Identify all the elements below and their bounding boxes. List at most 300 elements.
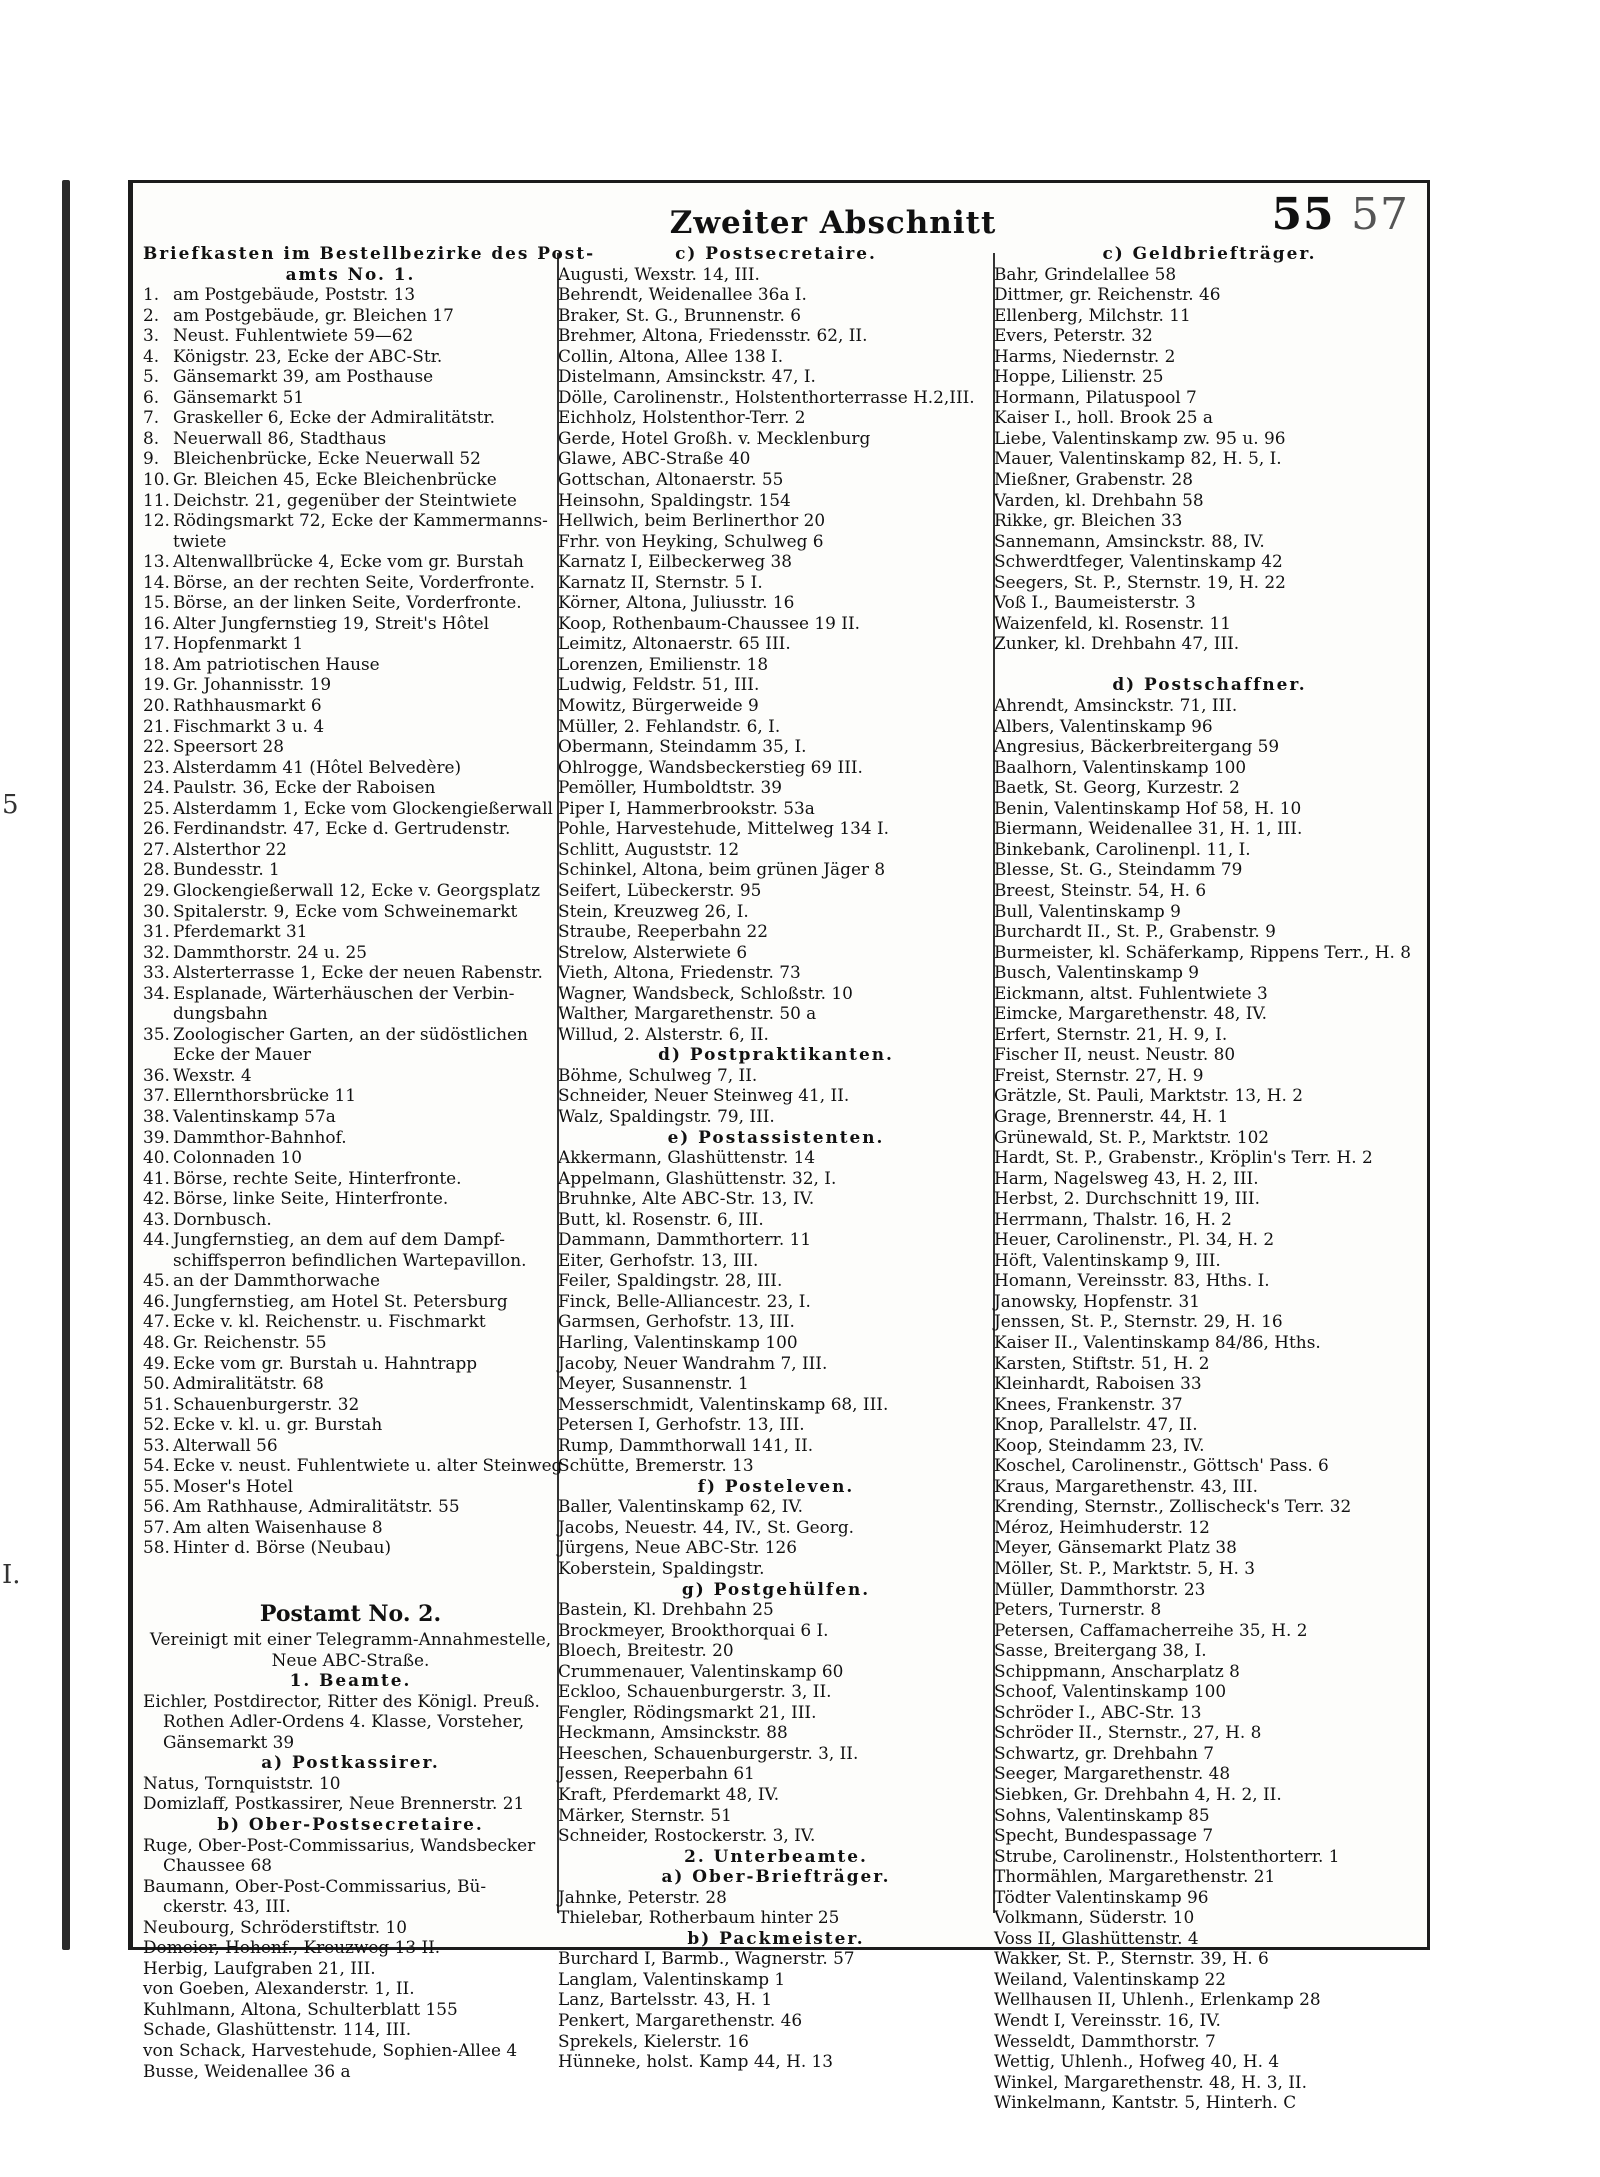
item-text: Wexstr. 4 bbox=[173, 1064, 252, 1085]
person-entry: Schippmann, Anscharplatz 8 bbox=[994, 1660, 1240, 1681]
person-entry: Schröder I., ABC-Str. 13 bbox=[994, 1701, 1202, 1722]
item-text: Zoologischer Garten, an der südöstlichen bbox=[173, 1023, 528, 1044]
list-item bbox=[143, 674, 558, 695]
person-entry: Straube, Reeperbahn 22 bbox=[558, 921, 769, 942]
item-number: 33. bbox=[143, 962, 170, 983]
person-entry: Glawe, ABC-Straße 40 bbox=[558, 448, 751, 469]
person-entry: Breest, Steinstr. 54, H. 6 bbox=[994, 879, 1207, 900]
person-entry: Eckloo, Schauenburgerstr. 3, II. bbox=[558, 1681, 832, 1702]
person-entry: Behrendt, Weidenallee 36a I. bbox=[558, 284, 807, 305]
item-text: Rödingsmarkt 72, Ecke der Kammermanns- bbox=[173, 510, 548, 531]
person-entry: Voß I., Baumeisterstr. 3 bbox=[994, 592, 1196, 613]
scan-margin bbox=[0, 0, 70, 2177]
item-text-continuation: schiffsperron befindlichen Wartepavillon. bbox=[173, 1249, 527, 1270]
person-entry: Strelow, Alsterwiete 6 bbox=[558, 941, 748, 962]
list-item bbox=[143, 284, 558, 305]
person-entry: Koop, Steindamm 23, IV. bbox=[994, 1434, 1205, 1455]
item-number: 30. bbox=[143, 900, 170, 921]
person-entry: Sannemann, Amsinckstr. 88, IV. bbox=[994, 530, 1265, 551]
list-item bbox=[143, 1537, 558, 1558]
person-entry: Eimcke, Margarethenstr. 48, IV. bbox=[994, 1003, 1268, 1024]
list-item bbox=[143, 1394, 558, 1415]
person-entry: Sprekels, Kielerstr. 16 bbox=[558, 2030, 749, 2051]
list-item bbox=[143, 1435, 558, 1456]
person-entry: Dammann, Dammthorterr. 11 bbox=[558, 1229, 812, 1250]
person-entry: Homann, Vereinsstr. 83, Hths. I. bbox=[994, 1270, 1270, 1291]
list-item bbox=[143, 880, 558, 901]
person-entry: Seegers, St. P., Sternstr. 19, H. 22 bbox=[994, 571, 1286, 592]
list-item bbox=[143, 407, 558, 428]
person-entry: Baller, Valentinskamp 62, IV. bbox=[558, 1496, 803, 1517]
item-text: Moser's Hotel bbox=[173, 1475, 293, 1496]
person-entry: Karsten, Stiftstr. 51, H. 2 bbox=[994, 1352, 1210, 1373]
item-number: 12. bbox=[143, 510, 170, 531]
item-number: 7. bbox=[143, 407, 160, 428]
person-entry: Ruge, Ober-Post-Commissarius, Wandsbecker bbox=[143, 1834, 536, 1855]
person-entry: Rump, Dammthorwall 141, II. bbox=[558, 1434, 814, 1455]
person-entry: Bahr, Grindelallee 58 bbox=[994, 263, 1177, 284]
person-entry: Petersen I, Gerhofstr. 13, III. bbox=[558, 1414, 805, 1435]
list-item bbox=[143, 757, 558, 778]
person-entry: Freist, Sternstr. 27, H. 9 bbox=[994, 1064, 1204, 1085]
person-entry: Akkermann, Glashüttenstr. 14 bbox=[558, 1147, 816, 1168]
item-text: Am Rathhause, Admiralitätstr. 55 bbox=[173, 1496, 460, 1517]
item-number: 32. bbox=[143, 941, 170, 962]
page-number-value: 55 bbox=[1271, 189, 1335, 240]
item-text: Colonnaden 10 bbox=[173, 1147, 303, 1168]
list-item bbox=[143, 469, 558, 490]
item-number: 45. bbox=[143, 1270, 170, 1291]
item-text: Ecke vom gr. Burstah u. Hahntrapp bbox=[173, 1352, 478, 1373]
person-entry: Herbst, 2. Durchschnitt 19, III. bbox=[994, 1188, 1260, 1209]
document-page bbox=[128, 180, 1430, 2113]
item-number: 57. bbox=[143, 1516, 170, 1537]
person-entry: Blesse, St. G., Steindamm 79 bbox=[994, 859, 1243, 880]
item-text-continuation: Ecke der Mauer bbox=[173, 1044, 311, 1065]
item-text: Alter Jungfernstieg 19, Streit's Hôtel bbox=[173, 612, 490, 633]
person-entry: Burchard I, Barmb., Wagnerstr. 57 bbox=[558, 1948, 855, 1969]
item-text: Bleichenbrücke, Ecke Neuerwall 52 bbox=[173, 448, 481, 469]
person-entry: Schneider, Rostockerstr. 3, IV. bbox=[558, 1825, 816, 1846]
person-entry: Kuhlmann, Altona, Schulterblatt 155 bbox=[143, 1998, 458, 2019]
postamt-address: Neue ABC-Straße. bbox=[271, 1649, 430, 1670]
person-entry: Garmsen, Gerhofstr. 13, III. bbox=[558, 1311, 795, 1332]
person-entry: Karnatz II, Sternstr. 5 I. bbox=[558, 571, 763, 592]
person-entry: Dittmer, gr. Reichenstr. 46 bbox=[994, 284, 1221, 305]
item-text: Bundesstr. 1 bbox=[173, 859, 280, 880]
item-number: 44. bbox=[143, 1229, 170, 1250]
person-entry: Penkert, Margarethenstr. 46 bbox=[558, 2010, 803, 2031]
item-number: 56. bbox=[143, 1496, 170, 1517]
person-entry: Fengler, Rödingsmarkt 21, III. bbox=[558, 1701, 817, 1722]
list-item bbox=[143, 1168, 558, 1189]
item-text: Börse, linke Seite, Hinterfronte. bbox=[173, 1188, 449, 1209]
list-item bbox=[143, 613, 558, 634]
person-entry: Höft, Valentinskamp 9, III. bbox=[994, 1249, 1221, 1270]
list-item bbox=[143, 777, 558, 798]
item-number: 31. bbox=[143, 921, 170, 942]
person-entry: Kaiser II., Valentinskamp 84/86, Hths. bbox=[994, 1331, 1321, 1352]
person-entry: Janowsky, Hopfenstr. 31 bbox=[994, 1290, 1201, 1311]
person-entry: Koberstein, Spaldingstr. bbox=[558, 1558, 765, 1578]
person-entry: Wesseldt, Dammthorstr. 7 bbox=[994, 2030, 1216, 2051]
item-number: 16. bbox=[143, 612, 170, 633]
person-entry: Ahrendt, Amsinckstr. 71, III. bbox=[994, 695, 1238, 716]
person-entry: Méroz, Heimhuderstr. 12 bbox=[994, 1516, 1210, 1537]
person-entry: Gerde, Hotel Großh. v. Mecklenburg bbox=[558, 427, 871, 448]
item-number: 17. bbox=[143, 633, 170, 654]
item-text: Börse, an der rechten Seite, Vorderfronte. bbox=[173, 571, 535, 592]
section-heading: a) Postkassirer. bbox=[261, 1752, 440, 1773]
person-entry: Brehmer, Altona, Friedensstr. 62, II. bbox=[558, 325, 868, 346]
postamt-title: Postamt No. 2. bbox=[259, 1601, 442, 1628]
list-item bbox=[143, 901, 558, 922]
section-title: Zweiter Abschnitt bbox=[669, 205, 997, 241]
list-item bbox=[143, 1476, 558, 1497]
item-text: Alsterthor 22 bbox=[173, 838, 287, 859]
item-number: 39. bbox=[143, 1126, 170, 1147]
section-heading: c) Geldbriefträger. bbox=[1102, 243, 1317, 263]
item-number: 21. bbox=[143, 715, 170, 736]
item-text: an der Dammthorwache bbox=[173, 1270, 380, 1291]
person-entry: Karnatz I, Eilbeckerweg 38 bbox=[558, 551, 793, 572]
section-heading: g) Postgehülfen. bbox=[681, 1578, 871, 1599]
list-item bbox=[143, 1353, 558, 1374]
item-text: Deichstr. 21, gegenüber der Steintwiete bbox=[173, 489, 517, 510]
item-text: Ecke v. kl. u. gr. Burstah bbox=[173, 1414, 383, 1435]
item-text: Am alten Waisenhause 8 bbox=[173, 1516, 383, 1537]
item-number: 14. bbox=[143, 571, 170, 592]
item-text: Hinter d. Börse (Neubau) bbox=[173, 1537, 392, 1558]
person-entry: Burchardt II., St. P., Grabenstr. 9 bbox=[994, 921, 1276, 942]
person-entry: Hellwich, beim Berlinerthor 20 bbox=[558, 510, 826, 531]
list-item bbox=[143, 859, 558, 880]
item-number: 29. bbox=[143, 879, 170, 900]
person-entry: Fischer II, neust. Neustr. 80 bbox=[994, 1044, 1236, 1065]
list-item bbox=[143, 1106, 558, 1127]
person-entry: Schwartz, gr. Drehbahn 7 bbox=[994, 1742, 1214, 1763]
item-number: 52. bbox=[143, 1414, 170, 1435]
item-number: 24. bbox=[143, 777, 170, 798]
item-number: 9. bbox=[143, 448, 160, 469]
person-entry: Domizlaff, Postkassirer, Neue Brennerstr. 21 bbox=[143, 1793, 525, 1814]
person-entry: Wakker, St. P., Sternstr. 39, H. 6 bbox=[994, 1948, 1269, 1969]
person-entry: Meyer, Gänsemarkt Platz 38 bbox=[994, 1537, 1237, 1558]
item-number: 23. bbox=[143, 756, 170, 777]
person-entry: Binkebank, Carolinenpl. 11, I. bbox=[994, 838, 1251, 859]
person-entry: von Schack, Harvestehude, Sophien-Allee 4 bbox=[143, 2040, 518, 2061]
item-text: Gänsemarkt 51 bbox=[173, 386, 305, 407]
person-entry: ckerstr. 43, III. bbox=[163, 1896, 291, 1917]
person-entry: Appelmann, Glashüttenstr. 32, I. bbox=[558, 1167, 837, 1188]
section-heading: a) Ober-Briefträger. bbox=[661, 1866, 891, 1887]
person-entry: Specht, Bundespassage 7 bbox=[994, 1825, 1214, 1846]
person-entry: Ellenberg, Milchstr. 11 bbox=[994, 304, 1191, 325]
item-text: Speersort 28 bbox=[173, 736, 285, 757]
person-entry: Harm, Nagelsweg 43, H. 2, III. bbox=[994, 1167, 1259, 1188]
person-entry: Voss II, Glashüttenstr. 4 bbox=[994, 1927, 1199, 1948]
person-entry: Augusti, Wexstr. 14, III. bbox=[558, 263, 760, 284]
list-item bbox=[143, 1024, 558, 1045]
item-number: 25. bbox=[143, 797, 170, 818]
item-number: 6. bbox=[143, 386, 160, 407]
person-entry: Zunker, kl. Drehbahn 47, III. bbox=[994, 633, 1240, 654]
director-entry: Eichler, Postdirector, Ritter des Königl. Preuß. bbox=[143, 1690, 540, 1711]
person-entry: Möller, St. P., Marktstr. 5, H. 3 bbox=[994, 1558, 1255, 1578]
item-text: Gänsemarkt 39, am Posthause bbox=[173, 366, 434, 387]
person-entry: Thormählen, Margarethenstr. 21 bbox=[994, 1866, 1276, 1887]
person-entry: Seifert, Lübeckerstr. 95 bbox=[558, 879, 762, 900]
item-number: 49. bbox=[143, 1352, 170, 1373]
person-entry: Burmeister, kl. Schäferkamp, Rippens Terr., H. 8 bbox=[994, 941, 1411, 962]
item-number: 50. bbox=[143, 1373, 170, 1394]
item-text: Glockengießerwall 12, Ecke v. Georgsplatz bbox=[173, 879, 540, 900]
person-entry: Jacobs, Neuestr. 44, IV., St. Georg. bbox=[558, 1516, 855, 1537]
person-entry: Erfert, Sternstr. 21, H. 9, I. bbox=[994, 1023, 1228, 1044]
person-entry: Feiler, Spaldingstr. 28, III. bbox=[558, 1270, 783, 1291]
item-number: 3. bbox=[143, 325, 160, 346]
person-entry: Märker, Sternstr. 51 bbox=[558, 1804, 732, 1825]
list-item bbox=[143, 962, 558, 983]
person-entry: Körner, Altona, Juliusstr. 16 bbox=[558, 592, 795, 613]
person-entry: Dölle, Carolinenstr., Holstenthorterrasse H.2,III. bbox=[558, 386, 975, 407]
item-number: 28. bbox=[143, 859, 170, 880]
person-entry: Busch, Valentinskamp 9 bbox=[994, 962, 1200, 983]
item-text: Am patriotischen Hause bbox=[173, 653, 380, 674]
person-entry: Koschel, Carolinenstr., Göttsch' Pass. 6 bbox=[994, 1455, 1329, 1476]
list-item bbox=[143, 1147, 558, 1168]
person-entry: Jenssen, St. P., Sternstr. 29, H. 16 bbox=[994, 1311, 1283, 1332]
item-number: 18. bbox=[143, 653, 170, 674]
person-entry: Peters, Turnerstr. 8 bbox=[994, 1599, 1162, 1620]
item-text: Esplanade, Wärterhäuschen der Verbin- bbox=[173, 982, 515, 1003]
item-number: 8. bbox=[143, 427, 160, 448]
item-number: 11. bbox=[143, 489, 170, 510]
person-entry: Harms, Niedernstr. 2 bbox=[994, 345, 1176, 366]
item-number: 51. bbox=[143, 1393, 170, 1414]
person-entry: Natus, Tornquiststr. 10 bbox=[143, 1772, 341, 1793]
item-number: 58. bbox=[143, 1537, 170, 1558]
item-text: Pferdemarkt 31 bbox=[173, 921, 308, 942]
item-text: Gr. Bleichen 45, Ecke Bleichenbrücke bbox=[173, 469, 497, 490]
list-item bbox=[143, 1517, 558, 1538]
item-number: 1. bbox=[143, 284, 160, 305]
person-entry: Varden, kl. Drehbahn 58 bbox=[994, 489, 1204, 510]
item-number: 35. bbox=[143, 1023, 170, 1044]
item-text: Ecke v. kl. Reichenstr. u. Fischmarkt bbox=[173, 1311, 486, 1332]
person-entry: Messerschmidt, Valentinskamp 68, III. bbox=[558, 1393, 889, 1414]
margin-mark: I. bbox=[2, 1560, 21, 1590]
person-entry: Lorenzen, Emilienstr. 18 bbox=[558, 653, 769, 674]
list-item bbox=[143, 448, 558, 469]
person-entry: Albers, Valentinskamp 96 bbox=[994, 715, 1213, 736]
person-entry: Wellhausen II, Uhlenh., Erlenkamp 28 bbox=[994, 1989, 1321, 2010]
person-entry: Eichholz, Holstenthor-Terr. 2 bbox=[558, 407, 806, 428]
person-entry: Knop, Parallelstr. 47, II. bbox=[994, 1414, 1198, 1435]
list-item bbox=[143, 695, 558, 716]
list-item bbox=[143, 1229, 558, 1250]
person-entry: Waizenfeld, kl. Rosenstr. 11 bbox=[994, 612, 1232, 633]
person-entry: Kleinhardt, Raboisen 33 bbox=[994, 1373, 1202, 1394]
item-number: 4. bbox=[143, 345, 160, 366]
person-entry: Liebe, Valentinskamp zw. 95 u. 96 bbox=[994, 427, 1286, 448]
person-entry: Mießner, Grabenstr. 28 bbox=[994, 469, 1194, 490]
item-number: 22. bbox=[143, 736, 170, 757]
item-number: 43. bbox=[143, 1208, 170, 1229]
section-heading: c) Postsecretaire. bbox=[675, 243, 877, 263]
item-text: Hopfenmarkt 1 bbox=[173, 633, 304, 654]
section-heading: b) Ober-Postsecretaire. bbox=[217, 1814, 484, 1835]
list-item bbox=[143, 551, 558, 572]
item-text: Dammthor-Bahnhof. bbox=[173, 1126, 347, 1147]
person-entry: Knees, Frankenstr. 37 bbox=[994, 1393, 1183, 1414]
person-entry: Willud, 2. Alsterstr. 6, II. bbox=[558, 1023, 769, 1044]
person-entry: Crummenauer, Valentinskamp 60 bbox=[558, 1660, 844, 1681]
person-entry: Gottschan, Altonaerstr. 55 bbox=[558, 469, 784, 490]
page-number bbox=[1271, 189, 1409, 240]
item-number: 10. bbox=[143, 469, 170, 490]
person-entry: Winkelmann, Kantstr. 5, Hinterh. C bbox=[994, 2092, 1297, 2113]
item-text: Dornbusch. bbox=[173, 1208, 272, 1229]
person-entry: Braker, St. G., Brunnenstr. 6 bbox=[558, 304, 801, 325]
person-entry: Herrmann, Thalstr. 16, H. 2 bbox=[994, 1208, 1232, 1229]
item-text: Neust. Fuhlentwiete 59—62 bbox=[173, 325, 414, 346]
person-entry: Meyer, Susannenstr. 1 bbox=[558, 1373, 749, 1394]
list-item bbox=[143, 1373, 558, 1394]
person-entry: Sohns, Valentinskamp 85 bbox=[994, 1804, 1210, 1825]
list-item bbox=[143, 490, 558, 511]
person-entry: Schlitt, Auguststr. 12 bbox=[558, 838, 740, 859]
list-item bbox=[143, 942, 558, 963]
list-item bbox=[143, 1496, 558, 1517]
director-entry: Gänsemarkt 39 bbox=[163, 1731, 295, 1752]
person-entry: Ludwig, Feldstr. 51, III. bbox=[558, 674, 760, 695]
person-entry: Stein, Kreuzweg 26, I. bbox=[558, 900, 749, 921]
person-entry: Schneider, Neuer Steinweg 41, II. bbox=[558, 1085, 850, 1106]
person-entry: Heeschen, Schauenburgerstr. 3, II. bbox=[558, 1742, 859, 1763]
list-item bbox=[143, 305, 558, 326]
item-text-continuation: twiete bbox=[173, 530, 227, 551]
item-text: Ferdinandstr. 47, Ecke d. Gertrudenstr. bbox=[173, 818, 511, 839]
person-entry: von Goeben, Alexanderstr. 1, II. bbox=[143, 1978, 415, 1999]
person-entry: Bastein, Kl. Drehbahn 25 bbox=[558, 1599, 774, 1620]
person-entry: Eickmann, altst. Fuhlentwiete 3 bbox=[994, 982, 1268, 1003]
person-entry: Kaiser I., holl. Brook 25 a bbox=[994, 407, 1213, 428]
person-entry: Eiter, Gerhofstr. 13, III. bbox=[558, 1249, 759, 1270]
spacer bbox=[143, 1558, 558, 1579]
person-entry: Evers, Peterstr. 32 bbox=[994, 325, 1153, 346]
person-entry: Ohlrogge, Wandsbeckerstieg 69 III. bbox=[558, 756, 863, 777]
person-entry: Siebken, Gr. Drehbahn 4, H. 2, II. bbox=[994, 1784, 1282, 1805]
person-entry: Sasse, Breitergang 38, I. bbox=[994, 1640, 1207, 1661]
list-item bbox=[143, 572, 558, 593]
person-entry: Krending, Sternstr., Zollischeck's Terr. 32 bbox=[994, 1496, 1352, 1517]
list-item bbox=[143, 983, 558, 1004]
column-1 bbox=[143, 243, 596, 2081]
item-number: 27. bbox=[143, 838, 170, 859]
person-entry: Jahnke, Peterstr. 28 bbox=[558, 1886, 727, 1907]
person-entry: Domeier, Hohenf., Kreuzweg 13 II. bbox=[143, 1937, 441, 1958]
item-number: 47. bbox=[143, 1311, 170, 1332]
list-item bbox=[143, 736, 558, 757]
person-entry: Finck, Belle-Alliancestr. 23, I. bbox=[558, 1290, 811, 1311]
item-text: am Postgebäude, Poststr. 13 bbox=[173, 284, 416, 305]
section-heading: d) Postpraktikanten. bbox=[658, 1044, 894, 1065]
director-entry: Rothen Adler-Ordens 4. Klasse, Vorsteher, bbox=[163, 1711, 525, 1732]
person-entry: Volkmann, Süderstr. 10 bbox=[994, 1907, 1195, 1928]
person-entry: Harling, Valentinskamp 100 bbox=[558, 1331, 798, 1352]
item-text: Alsterterrasse 1, Ecke der neuen Rabenstr. bbox=[173, 962, 543, 983]
item-text: Jungfernstieg, an dem auf dem Dampf- bbox=[173, 1229, 506, 1250]
person-entry: Baalhorn, Valentinskamp 100 bbox=[994, 756, 1247, 777]
person-entry: Schröder II., Sternstr., 27, H. 8 bbox=[994, 1722, 1262, 1743]
person-entry: Piper I, Hammerbrookstr. 53a bbox=[558, 797, 815, 818]
list-heading: Briefkasten im Bestellbezirke des Post- bbox=[143, 243, 596, 263]
person-entry: Wettig, Uhlenh., Hofweg 40, H. 4 bbox=[994, 2051, 1280, 2072]
person-entry: Grage, Brennerstr. 44, H. 1 bbox=[994, 1105, 1229, 1126]
person-entry: Rikke, gr. Bleichen 33 bbox=[994, 510, 1183, 531]
person-entry: Petersen, Caffamacherreihe 35, H. 2 bbox=[994, 1619, 1308, 1640]
person-entry: Mauer, Valentinskamp 82, H. 5, I. bbox=[994, 448, 1282, 469]
person-entry: Heckmann, Amsinckstr. 88 bbox=[558, 1722, 788, 1743]
section-heading: d) Postschaffner. bbox=[1112, 674, 1307, 695]
person-entry: Leimitz, Altonaerstr. 65 III. bbox=[558, 633, 791, 654]
person-entry: Tödter Valentinskamp 96 bbox=[994, 1886, 1209, 1907]
person-entry: Jacoby, Neuer Wandrahm 7, III. bbox=[558, 1352, 828, 1373]
list-item bbox=[143, 1188, 558, 1209]
item-number: 40. bbox=[143, 1147, 170, 1168]
list-item bbox=[143, 1085, 558, 1106]
section-heading: 1. Beamte. bbox=[289, 1670, 412, 1691]
item-text: Admiralitätstr. 68 bbox=[173, 1373, 324, 1394]
person-entry: Distelmann, Amsinckstr. 47, I. bbox=[558, 366, 816, 387]
section-heading: 2. Unterbeamte. bbox=[684, 1845, 868, 1866]
person-entry: Schwerdtfeger, Valentinskamp 42 bbox=[994, 551, 1283, 572]
list-item bbox=[143, 1311, 558, 1332]
list-item bbox=[143, 366, 558, 387]
item-text: Rathhausmarkt 6 bbox=[173, 695, 322, 716]
item-text: Alterwall 56 bbox=[173, 1434, 278, 1455]
item-text: Börse, an der linken Seite, Vorderfronte. bbox=[173, 592, 522, 613]
person-entry: Wendt I, Vereinsstr. 16, IV. bbox=[994, 2010, 1221, 2031]
item-text: am Postgebäude, gr. Bleichen 17 bbox=[173, 304, 454, 325]
person-entry: Walther, Margarethenstr. 50 a bbox=[558, 1003, 817, 1024]
person-entry: Pemöller, Humboldtstr. 39 bbox=[558, 777, 783, 798]
person-entry: Frhr. von Heyking, Schulweg 6 bbox=[558, 530, 824, 551]
list-item bbox=[143, 633, 558, 654]
list-item bbox=[143, 1270, 558, 1291]
person-entry: Schoof, Valentinskamp 100 bbox=[994, 1681, 1227, 1702]
person-entry: Thielebar, Rotherbaum hinter 25 bbox=[558, 1907, 840, 1928]
item-text: Jungfernstieg, am Hotel St. Petersburg bbox=[173, 1290, 508, 1311]
person-entry: Obermann, Steindamm 35, I. bbox=[558, 736, 807, 757]
person-entry: Grünewald, St. P., Marktstr. 102 bbox=[994, 1126, 1270, 1147]
person-entry: Hardt, St. P., Grabenstr., Kröplin's Terr. H. 2 bbox=[994, 1147, 1373, 1168]
item-text: Börse, rechte Seite, Hinterfronte. bbox=[173, 1167, 462, 1188]
item-number: 38. bbox=[143, 1105, 170, 1126]
list-item bbox=[143, 798, 558, 819]
list-item bbox=[143, 839, 558, 860]
person-entry: Butt, kl. Rosenstr. 6, III. bbox=[558, 1208, 764, 1229]
item-number: 20. bbox=[143, 695, 170, 716]
person-entry: Lanz, Bartelsstr. 43, H. 1 bbox=[558, 1989, 773, 2010]
person-entry: Bloech, Breitestr. 20 bbox=[558, 1640, 734, 1661]
item-number: 48. bbox=[143, 1331, 170, 1352]
item-text: Königstr. 23, Ecke der ABC-Str. bbox=[173, 345, 443, 366]
list-item bbox=[143, 1332, 558, 1353]
item-text: Paulstr. 36, Ecke der Raboisen bbox=[173, 777, 436, 798]
person-entry: Collin, Altona, Allee 138 I. bbox=[558, 345, 784, 366]
